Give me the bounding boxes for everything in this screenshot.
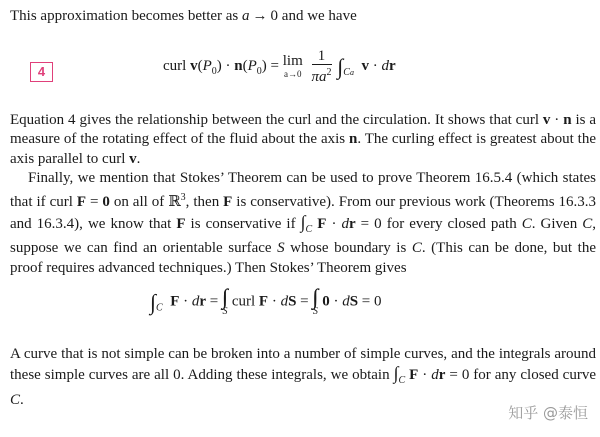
eq4-integral-sub: Ca [343,66,354,78]
equation-stokes: $\int_C$ F · dr = ∫∫ S curl F · dS = ∫∫ S 0 · dS = 0 [150,284,382,317]
watermark [508,402,588,423]
eq4-integral-sign: ∫ [337,53,344,79]
eq4-fraction: $\frac{1}{\pi a^2}$ [311,48,332,85]
stokes-part1: F · dr = [170,293,219,310]
paragraph-stokes-theorem: Finally, we mention that Stokes’ Theorem can be used to prove Theorem 16.5.4 (which states that if curl F = 0 on all of ℝ$^3$, then F is conservative). From our previous work (Theorems 16.3.3 and 16.3.4), we know that F is conservative if $\int_C$ F · dr = 0 for every closed path C. Given C, suppose we can find an orientable surface S whose boundary is C. (This can be done, but the proof requires advanced techniques.) Then Stokes’ Theorem gives [10,170,597,276]
equation-4 [163,48,396,85]
double-integral-1: ∫∫ S [222,284,228,317]
double-integral-2: ∫∫ S [312,284,318,317]
watermark-text: 知乎 @泰恒 [508,404,588,422]
intro-line: This approximation becomes better as a → 0 and we have [10,8,357,24]
eq4-limit: lim a→0 [282,53,303,79]
paragraph-curl-circulation: Equation 4 gives the relationship between the curl and the circulation. It shows that curl v · n is a measure of the rotating effect of the fluid about the axis n. The curling effect is greatest about the axis parallel to curl v. [10,112,597,167]
stokes-part3: 0 · dS = 0 [322,293,382,310]
paragraph-non-simple-curve: A curve that is not simple can be broken into a number of simple curves, and the integrals around these simple curves are all 0. Adding these integrals, we obtain $\int_C$ F · dr = 0 for any closed curve C. [10,346,596,408]
stokes-part2: curl F · dS = [231,293,309,310]
line-integral-sign: ∫ [150,289,157,315]
eq4-lhs: curl $v(P_0) \cdot n(P_0)$ = [163,57,279,77]
eq4-integrand: v · dr [361,57,396,74]
equation-number-badge: 4 [30,62,53,82]
